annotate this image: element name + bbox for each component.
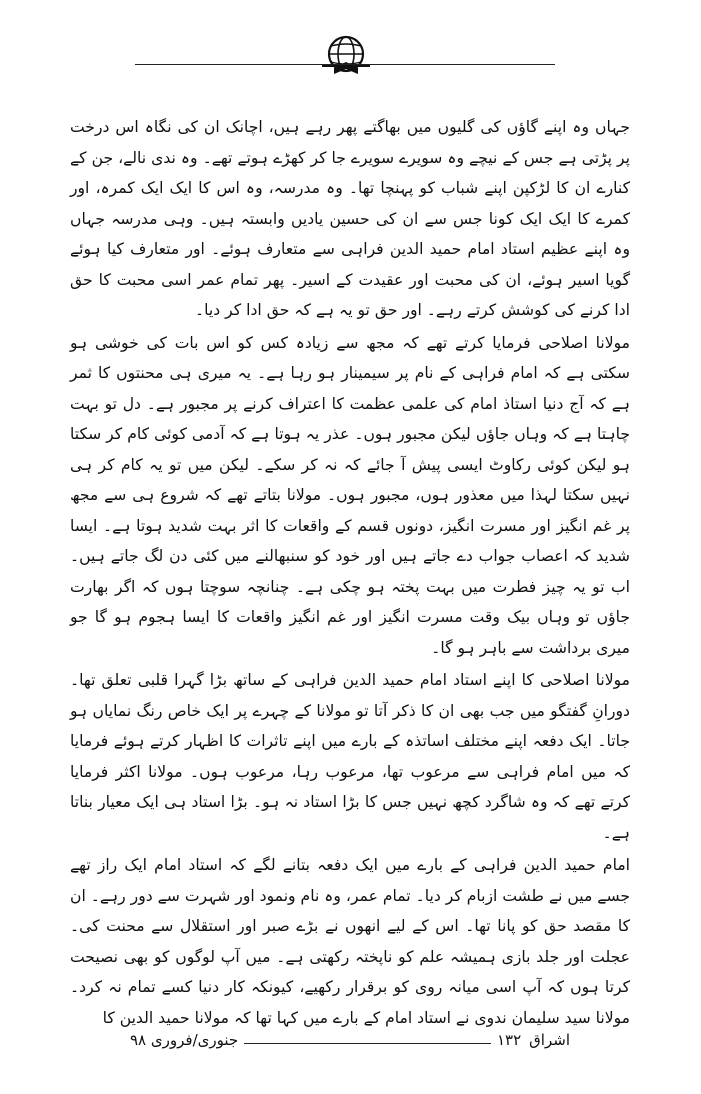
footer-rule — [244, 1043, 491, 1044]
page-number: ۱۳۲ — [497, 1031, 522, 1049]
paragraph: امام حمید الدین فراہی کے بارے میں ایک دفعہ بتانے لگے کہ استاد امام ایک راز تھے جسے میں نے طشت ازبام کر دیا۔ تمام عمر، وہ نام ونمود اور شہرت سے دور رہے۔ ان کا مقصد حق کو پانا تھا۔ اس کے لیے انھوں نے بڑے صبر اور استقلال سے محنت کی۔ عجلت اور جلد بازی ہمیشہ علم کو ناپختہ رکھتی ہے۔ میں آپ لوگوں کو بھی نصیحت کرتا ہوں کہ آپ اسی میانہ روی کو برقرار رکھیے، کیونکہ کار دنیا کسے تمام نہ کرد۔ مولانا سید سلیمان ندوی نے استاد امام کے بارے میں کہا تھا کہ مولانا حمید الدین کا — [70, 856, 630, 1027]
globe-book-icon — [318, 28, 374, 84]
page-footer — [130, 1028, 570, 1052]
issue-date: جنوری/فروری ۹۸ — [130, 1031, 239, 1049]
header-rule — [135, 64, 555, 65]
footer-publication — [497, 1031, 570, 1049]
paragraph: مولانا اصلاحی فرمایا کرتے تھے کہ مجھ سے زیادہ کس کو اس بات کی خوشی ہو سکتی ہے کہ امام فراہی کے نام پر سیمینار ہو رہا ہے۔ یہ میری ہی محنتوں کا ثمر ہے کہ آج دنیا استاذ امام کی علمی عظمت کا اعتراف کرنے پر مجبور ہے۔ دل تو بہت چاہتا ہے کہ وہاں جاؤں لیکن مجبور ہوں۔ عذر یہ ہوتا ہے کہ آدمی کوئی کام کر سکتا ہو لیکن کوئی رکاوٹ ایسی پیش آ جائے کہ نہ کر سکے۔ لیکن میں تو یہ کام کر ہی نہیں سکتا لہذا میں معذور ہوں، مجبور ہوں۔ مولانا بتاتے تھے کہ شروع ہی سے مجھ پر غم انگیز اور مسرت انگیز، دونوں قسم کے واقعات کا اثر بہت شدید ہوتا ہے۔ ایسا شدید کہ اعصاب جواب دے جاتے ہیں اور خود کو سنبھالنے میں کئی دن لگ جاتے ہیں۔ اب تو یہ چیز فطرت میں بہت پختہ ہو چکی ہے۔ چنانچہ سوچتا ہوں کہ اگر بھارت جاؤں تو وہاں بیک وقت مسرت انگیز اور غم انگیز واقعات کا ایسا ہجوم ہو گا جو میری برداشت سے باہر ہو گا۔ — [70, 333, 630, 657]
article-body — [70, 112, 630, 1027]
paragraph: مولانا اصلاحی کا اپنے استاد امام حمید الدین فراہی کے ساتھ بڑا گہرا قلبی تعلق تھا۔ دورانِ گفتگو میں جب بھی ان کا ذکر آتا تو مولانا کے چہرے پر ایک خاص رنگ نمایاں ہو جاتا۔ ایک دفعہ اپنے مختلف اساتذہ کے بارے میں اپنے تاثرات کا اظہار کرتے ہوئے فرمایا کہ میں امام فراہی سے مرعوب تھا، مرعوب رہا، مرعوب ہوں۔ مولانا اکثر فرمایا کرتے تھے کہ وہ شاگرد کچھ نہیں جس کا بڑا استاد نہ ہو۔ بڑا استاد ہی ایک معیار بناتا ہے۔ — [70, 671, 630, 842]
paragraph: جہاں وہ اپنے گاؤں کی گلیوں میں بھاگتے پھر رہے ہیں، اچانک ان کی نگاہ اس درخت پر پڑتی ہے جس کے نیچے وہ سویرے سویرے جا کر کھڑے ہوتے تھے۔ وہ ندی نالے، جن کے کنارے ان کا لڑکپن اپنے شباب کو پہنچا تھا۔ وہ مدرسہ، وہ اس کا ایک ایک کمرہ، اور کمرے کا ایک ایک کونا جس سے ان کی حسین یادیں وابستہ ہیں۔ وہی مدرسہ جہاں وہ اپنے عظیم استاد امام حمید الدین فراہی سے متعارف ہوئے۔ اور متعارف کیا ہوئے گویا اسیر ہوئے، ان کی محبت اور عقیدت کے اسیر۔ پھر تمام عمر اسی محبت کا حق ادا کرنے کی کوشش کرتے رہے۔ اور حق تو یہ ہے کہ حق ادا کر دیا۔ — [70, 118, 630, 319]
publication-name: اشراق — [529, 1031, 570, 1049]
